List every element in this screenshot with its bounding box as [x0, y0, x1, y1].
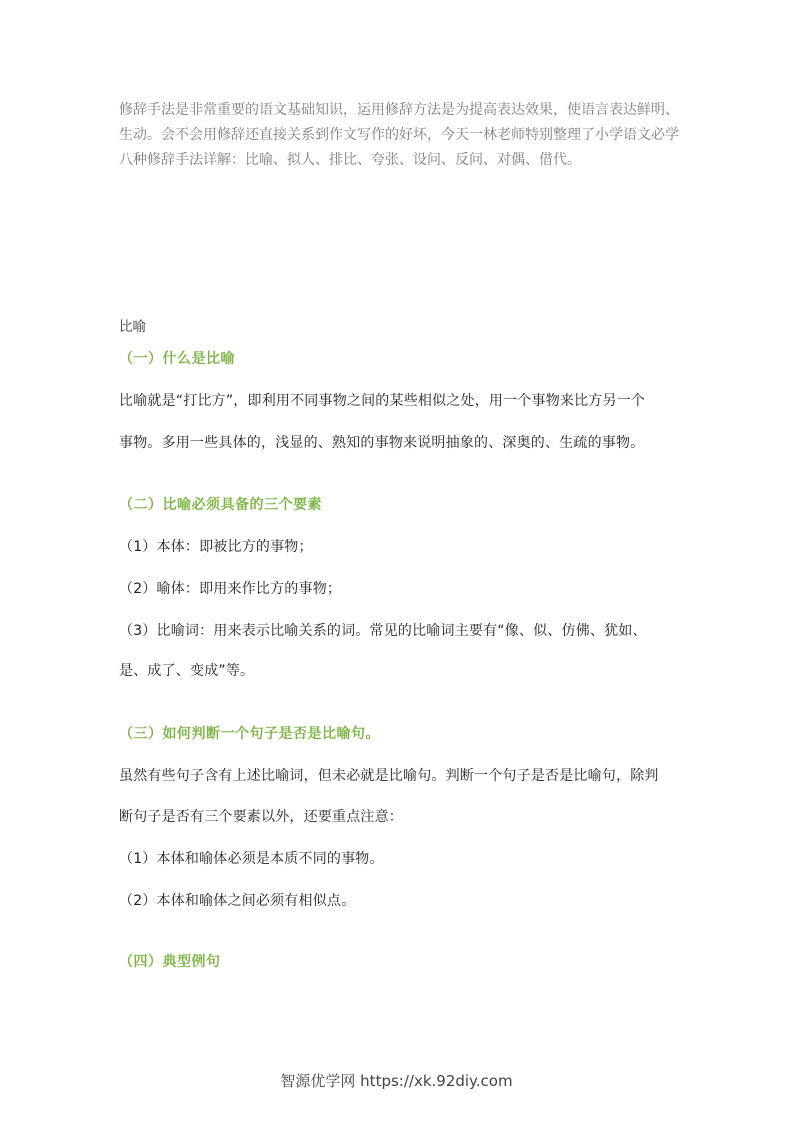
- heading-how-to-judge: （三）如何判断一个句子是否是比喻句。: [119, 726, 380, 742]
- element-2-vehicle: （2）喻体：即用来作比方的事物；: [119, 581, 342, 597]
- heading-typical-examples: （四）典型例句: [119, 954, 221, 970]
- rule-2: （2）本体和喻体之间必须有相似点。: [119, 893, 356, 909]
- element-1-tenor: （1）本体：即被比方的事物；: [119, 539, 313, 555]
- heading-three-elements: （二）比喻必须具备的三个要素: [119, 497, 322, 513]
- judge-line-1: 虽然有些句子含有上述比喻词，但未必就是比喻句。判断一个句子是否是比喻句，除判: [119, 768, 659, 784]
- page-footer: 智源优学网 https://xk.92diy.com: [280, 1072, 513, 1090]
- judge-line-2: 断句子是否有三个要素以外，还要重点注意：: [119, 809, 403, 825]
- rule-1: （1）本体和喻体必须是本质不同的事物。: [119, 851, 384, 867]
- heading-what-is-metaphor: （一）什么是比喻: [119, 351, 235, 367]
- section-title: 比喻: [119, 319, 146, 335]
- element-3-line-2: 是、成了、变成”等。: [119, 663, 255, 679]
- definition-line-1: 比喻就是“打比方”，即利用不同事物之间的某些相似之处，用一个事物来比方另一个: [119, 393, 646, 409]
- definition-line-2: 事物。多用一些具体的，浅显的、熟知的事物来说明抽象的、深奥的、生疏的事物。: [119, 435, 645, 451]
- intro-paragraph: 修辞手法是非常重要的语文基础知识，运用修辞方法是为提高表达效果，使语言表达鲜明、生动。会不会用修辞还直接关系到作文写作的好坏，今天一林老师特别整理了小学语文必学八种修辞手法详解：比喻、拟人、排比、夸张、设问、反问、对偶、借代。: [119, 102, 679, 168]
- element-3-line-1: （3）比喻词：用来表示比喻关系的词。常见的比喻词主要有“像、似、仿佛、犹如、: [119, 623, 647, 639]
